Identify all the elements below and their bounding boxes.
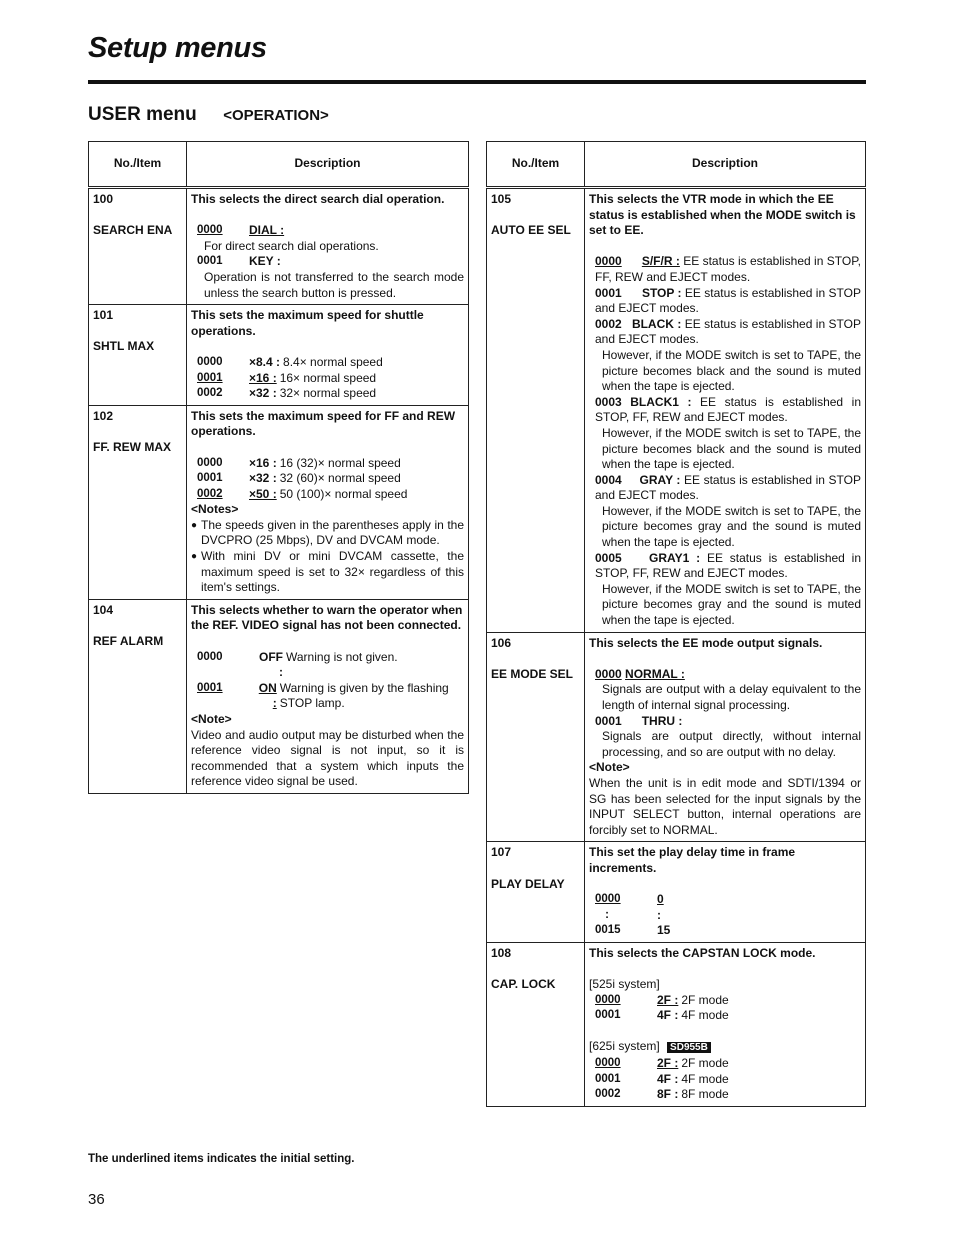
- item-name: FF. REW MAX: [93, 439, 171, 454]
- option-code: 0005: [595, 550, 622, 565]
- option-row: [589, 908, 861, 924]
- option-row: [589, 993, 861, 1009]
- option-text: Signals are output directly, without internal processing, and so are output with no delay.: [602, 729, 861, 759]
- option-text: For direct search dial operations.: [204, 238, 379, 253]
- option-row: [589, 1072, 861, 1088]
- option-text: EE status is established in STOP and EJECT modes.: [595, 285, 861, 316]
- option-extra: However, if the MODE switch is set to TAPE, the picture becomes black and the sound is muted when the tape is ejected.: [602, 347, 861, 394]
- option-key: ×50 :: [249, 486, 277, 501]
- option-code: 0002: [595, 316, 622, 331]
- bullet-icon: ●: [191, 519, 198, 531]
- item-number: 108: [491, 945, 512, 960]
- option-row: [191, 487, 464, 503]
- system-label: [525i system]: [589, 977, 660, 992]
- option-code: 0002: [197, 487, 223, 500]
- option-key: ×32 :: [249, 471, 277, 486]
- item-number: 106: [491, 635, 512, 650]
- title-rule: [88, 80, 866, 84]
- option-text: 32 (60)× normal speed: [279, 471, 401, 486]
- option-row: [589, 923, 861, 939]
- option-row: [191, 681, 464, 712]
- item-cell: [487, 842, 585, 943]
- model-badge: SD955B: [667, 1042, 711, 1053]
- option-key: ×32 :: [249, 386, 277, 401]
- option-text: 32× normal speed: [279, 386, 377, 401]
- option-code: 0001: [595, 1009, 621, 1022]
- item-lead: This sets the maximum speed for FF and REW operations.: [191, 408, 456, 439]
- section-heading: [88, 104, 329, 126]
- option-code: 0000: [595, 993, 621, 1006]
- item-number: 107: [491, 845, 512, 860]
- option-key: S/F/R :: [641, 254, 680, 269]
- item-lead: This selects the VTR mode in which the EE status is established when the MODE switch is set to EE.: [589, 192, 856, 238]
- page-number: 36: [88, 1191, 105, 1208]
- option-code: 0001: [197, 472, 223, 485]
- page-title: Setup menus: [88, 32, 267, 64]
- table-row: [89, 599, 469, 793]
- item-number: 105: [491, 192, 512, 206]
- option-text: EE status is established in STOP, FF, REW and EJECT modes.: [595, 254, 861, 284]
- option-key: KEY :: [249, 254, 281, 269]
- option-text: 2F mode: [681, 992, 729, 1007]
- table-row: [487, 188, 866, 633]
- system-label-text: [625i system]: [589, 1039, 660, 1054]
- note-heading: <Note>: [589, 760, 630, 775]
- description-cell: [187, 305, 469, 406]
- table-row: [89, 405, 469, 599]
- option-row: [191, 471, 464, 487]
- item-number: 102: [93, 408, 114, 423]
- header-no-item: No./Item: [89, 142, 187, 188]
- note-text: With mini DV or mini DVCAM cassette, the maximum speed is set to 32× regardless of this item's settings.: [201, 549, 464, 595]
- option-text: EE status is established in STOP and EJECT modes.: [595, 472, 861, 503]
- option-row: [191, 456, 464, 472]
- option-value: 15: [657, 923, 671, 938]
- table-row: [89, 305, 469, 406]
- item-lead: This sets the maximum speed for shuttle operations.: [191, 308, 424, 338]
- option-text: 4F mode: [681, 1008, 729, 1023]
- note-text: Video and audio output may be disturbed when the reference video signal is not input, so it is recommended that a system which inputs the reference video signal be used.: [191, 727, 464, 789]
- table-row: [89, 188, 469, 305]
- description-cell: [187, 188, 469, 305]
- item-name: REF ALARM: [93, 634, 164, 649]
- option-text: 16× normal speed: [279, 370, 377, 385]
- option-row: [589, 551, 861, 582]
- description-cell: [187, 405, 469, 599]
- option-text: 16 (32)× normal speed: [279, 455, 401, 470]
- item-lead: This set the play delay time in frame increments.: [589, 845, 796, 875]
- option-row: [589, 1056, 861, 1072]
- description-cell: [585, 942, 866, 1106]
- bullet-icon: ●: [191, 551, 198, 563]
- option-row: [191, 650, 464, 681]
- option-key: BLACK :: [631, 316, 682, 331]
- option-code: 0001: [595, 1072, 621, 1085]
- option-code: 0000: [197, 456, 223, 469]
- option-key: 8F :: [657, 1087, 679, 1102]
- option-code: 0002: [197, 387, 223, 400]
- system-label: [589, 1039, 861, 1056]
- item-name: AUTO EE SEL: [491, 223, 571, 238]
- item-name: SEARCH ENA: [93, 223, 173, 238]
- option-text: EE status is established in STOP and EJECT modes.: [595, 316, 861, 347]
- option-key: ON :: [258, 680, 277, 711]
- option-code: 0000: [595, 666, 622, 681]
- section-subtitle: <OPERATION>: [223, 107, 329, 124]
- notes-heading: <Notes>: [191, 502, 239, 517]
- table-header: [487, 142, 866, 188]
- description-cell: [585, 632, 866, 842]
- note-text: The speeds given in the parentheses apply in the DVCPRO (25 Mbps), DV and DVCAM mode.: [201, 517, 464, 548]
- option-text: 8F mode: [681, 1087, 729, 1102]
- option-code: :: [605, 908, 609, 921]
- option-key: ×16 :: [249, 370, 277, 385]
- item-number: 101: [93, 308, 114, 323]
- option-text: Operation is not transferred to the search mode unless the search button is pressed.: [204, 269, 464, 300]
- table-row: [487, 842, 866, 943]
- option-key: BLACK1 :: [630, 394, 692, 409]
- option-key: OFF :: [259, 649, 283, 680]
- item-cell: [487, 942, 585, 1106]
- item-cell: [89, 599, 187, 793]
- option-row: [589, 714, 861, 730]
- option-text: Warning is given by the flashing STOP lamp.: [279, 680, 449, 711]
- item-name: CAP. LOCK: [491, 977, 556, 992]
- left-menu-table: [88, 141, 469, 794]
- option-key: GRAY1 :: [649, 550, 701, 565]
- option-code: 0000: [197, 224, 223, 237]
- option-text: EE status is established in STOP, FF, REW and EJECT modes.: [595, 394, 861, 425]
- note-bullet-item: [191, 549, 464, 596]
- section-title: USER menu: [88, 104, 197, 125]
- option-key: STOP :: [641, 285, 682, 300]
- item-cell: [89, 405, 187, 599]
- option-extra: However, if the MODE switch is set to TAPE, the picture becomes black and the sound is muted when the tape is ejected.: [602, 425, 861, 472]
- option-text: Warning is not given.: [286, 649, 398, 664]
- option-key: DIAL :: [249, 223, 285, 238]
- item-name: SHTL MAX: [93, 339, 155, 354]
- option-key: 2F :: [657, 1056, 679, 1071]
- option-row: [589, 1008, 861, 1024]
- item-lead: This selects the CAPSTAN LOCK mode.: [589, 945, 816, 960]
- item-lead: This selects the EE mode output signals.: [589, 635, 823, 650]
- option-code: 0002: [595, 1088, 621, 1101]
- option-code: 0001: [197, 371, 223, 384]
- option-key: GRAY :: [639, 472, 681, 487]
- option-value: 0: [657, 892, 664, 907]
- item-name: PLAY DELAY: [491, 876, 565, 891]
- option-key: ×16 :: [249, 455, 277, 470]
- option-code: 0000: [595, 1057, 621, 1070]
- option-code: 0000: [595, 254, 622, 269]
- option-code: 0000: [197, 650, 223, 663]
- description-cell: [585, 188, 866, 633]
- option-code: 0003: [595, 394, 622, 409]
- option-key: NORMAL :: [625, 666, 685, 681]
- table-row: [487, 942, 866, 1106]
- note-bullet-item: [191, 518, 464, 549]
- option-row: [191, 355, 464, 371]
- item-lead: This selects whether to warn the operator when the REF. VIDEO signal has not been connected.: [191, 602, 463, 633]
- item-number: 104: [93, 602, 114, 617]
- description-cell: [187, 599, 469, 793]
- table-header: [89, 142, 469, 188]
- table-row: [487, 632, 866, 842]
- footer-note: The underlined items indicates the initial setting.: [88, 1153, 355, 1165]
- option-text: 50 (100)× normal speed: [279, 486, 408, 501]
- option-code: 0015: [595, 924, 621, 937]
- option-text: Signals are output with a delay equivalent to the length of internal signal processing.: [602, 682, 861, 712]
- option-code: 0004: [595, 472, 622, 487]
- option-text: 8.4× normal speed: [283, 354, 383, 369]
- option-row: [589, 1087, 861, 1103]
- option-row: [589, 395, 861, 426]
- option-row: [589, 667, 861, 683]
- item-lead: This selects the direct search dial operation.: [191, 192, 445, 206]
- option-row: [191, 223, 464, 239]
- item-cell: [487, 188, 585, 633]
- option-text: 4F mode: [681, 1071, 729, 1086]
- option-code: 0000: [197, 355, 223, 368]
- option-row: [589, 317, 861, 348]
- option-key: 4F :: [657, 1071, 679, 1086]
- header-description: Description: [187, 142, 469, 188]
- header-description: Description: [585, 142, 866, 188]
- description-cell: [585, 842, 866, 943]
- item-name: EE MODE SEL: [491, 666, 574, 681]
- option-code: 0001: [197, 255, 223, 268]
- option-row: [589, 473, 861, 504]
- right-menu-table: [486, 141, 866, 1107]
- option-row: [589, 286, 861, 317]
- item-cell: [487, 632, 585, 842]
- option-row: [191, 371, 464, 387]
- item-cell: [89, 188, 187, 305]
- option-code: 0000: [595, 893, 621, 906]
- option-row: [589, 254, 861, 285]
- note-text: When the unit is in edit mode and SDTI/1394 or SG has been selected for the input signals by the INPUT SELECT button, internal operations are forcibly set to NORMAL.: [589, 775, 861, 837]
- option-code: 0001: [595, 713, 622, 728]
- item-number: 100: [93, 192, 114, 206]
- option-value: :: [657, 907, 661, 922]
- option-row: [589, 892, 861, 908]
- option-key: 2F :: [657, 992, 679, 1007]
- option-code: 0001: [595, 285, 622, 300]
- option-key: THRU :: [641, 713, 683, 728]
- option-row: [191, 386, 464, 402]
- option-key: ×8.4 :: [249, 354, 281, 369]
- option-extra: However, if the MODE switch is set to TAPE, the picture becomes gray and the sound is muted when the tape is ejected.: [602, 581, 861, 628]
- option-row: [191, 254, 464, 270]
- header-no-item: No./Item: [487, 142, 585, 188]
- option-text: 2F mode: [681, 1056, 729, 1071]
- option-extra: However, if the MODE switch is set to TAPE, the picture becomes gray and the sound is muted when the tape is ejected.: [602, 503, 861, 550]
- note-heading: <Note>: [191, 712, 232, 726]
- option-text: EE status is established in STOP, FF, REW and EJECT modes.: [595, 550, 862, 581]
- option-key: 4F :: [657, 1008, 679, 1023]
- item-cell: [89, 305, 187, 406]
- option-code: 0001: [197, 681, 223, 694]
